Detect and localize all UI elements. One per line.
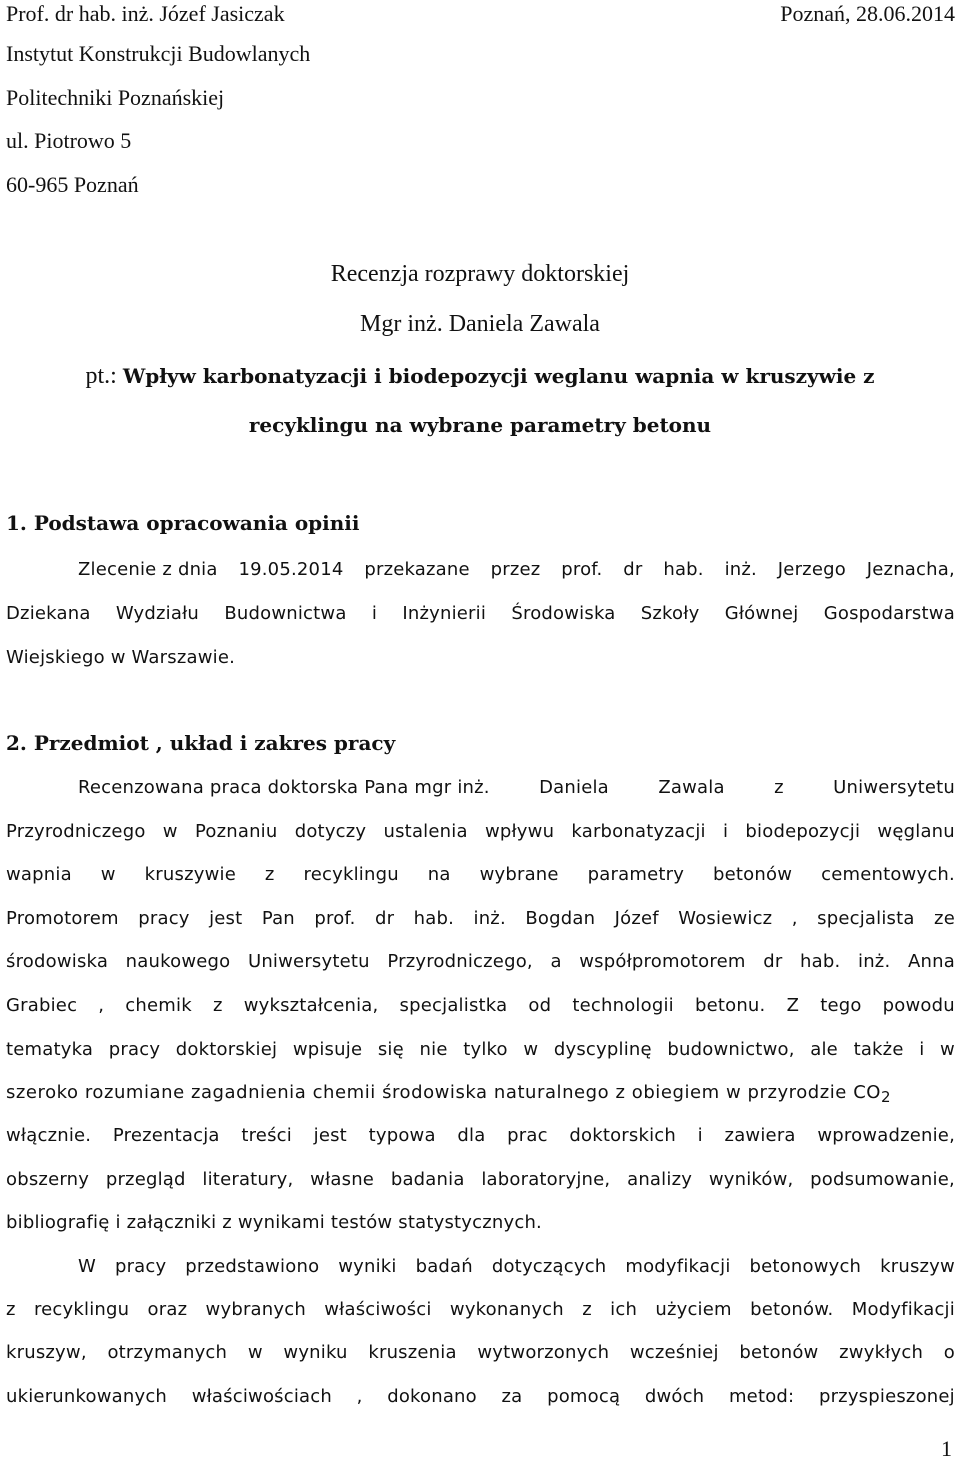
word: Józef (614, 908, 659, 929)
word: ustalenia (383, 821, 468, 842)
word: Głównej (724, 603, 799, 624)
word: kruszyw, (6, 1342, 87, 1363)
word: wybrane (479, 864, 559, 885)
word: treści (241, 1125, 292, 1146)
postal-address: 60-965 Poznań (6, 172, 139, 197)
word: technologii (572, 995, 674, 1016)
institute-name: Instytut Konstrukcji Budowlanych (6, 41, 311, 66)
word: z (582, 1299, 592, 1320)
word: Recenzowana praca doktorska Pana mgr inż. (78, 777, 490, 798)
word: dr (375, 908, 395, 929)
thesis-title-prefix: pt.: (85, 363, 123, 389)
word: pracy (108, 1039, 161, 1060)
word: Prezentacja (112, 1125, 220, 1146)
section-2-line-7 (6, 1036, 955, 1064)
word: specjalistka (399, 995, 508, 1016)
word: prac (507, 1125, 548, 1146)
word: zawiera (724, 1125, 796, 1146)
word: recyklingu (303, 864, 399, 885)
word: tematyka (6, 1039, 94, 1060)
word: i (371, 603, 378, 624)
word: powodu (882, 995, 955, 1016)
word: właściwości (324, 1299, 432, 1320)
word: właściwościach (191, 1386, 332, 1407)
word: i (697, 1125, 703, 1146)
section-2-line-10 (6, 1166, 955, 1194)
word: hab. (413, 908, 455, 929)
word: analizy (627, 1169, 693, 1190)
candidate-name: Mgr inż. Daniela Zawala (360, 311, 600, 337)
word: dwóch (644, 1386, 705, 1407)
word: ze (934, 908, 955, 929)
section-2-line-6 (6, 992, 955, 1020)
word: wapnia (6, 864, 72, 885)
word: betonowych (749, 1256, 862, 1277)
word: kruszenia (368, 1342, 457, 1363)
word: przyspieszonej (818, 1386, 955, 1407)
word: a (550, 951, 562, 972)
word: w (523, 1039, 539, 1060)
word: wyników, (708, 1169, 794, 1190)
word: dla (457, 1125, 486, 1146)
word: betonów (739, 1342, 819, 1363)
word: Daniela (539, 777, 609, 798)
word: wpisuje (292, 1039, 363, 1060)
page-number: 1 (941, 1436, 952, 1461)
word: Dziekana (6, 603, 91, 624)
word: środowiska (6, 951, 109, 972)
word: wykonanych (449, 1299, 564, 1320)
word: pracy (114, 1256, 167, 1277)
word: wybranych (205, 1299, 306, 1320)
thesis-title-line-2: recyklingu na wybrane parametry betonu (248, 413, 712, 437)
word: Wosiewicz (678, 908, 773, 929)
word: z (6, 1299, 16, 1320)
word: doktorskiej (175, 1039, 278, 1060)
word: pomocą (547, 1386, 621, 1407)
word: kruszyw (880, 1256, 955, 1277)
word: z (212, 995, 223, 1016)
word: Inżynierii (402, 603, 487, 624)
word: 19.05.2014 (238, 559, 344, 580)
word: naukowego (125, 951, 231, 972)
word: hab. (663, 559, 704, 580)
word: wyniku (283, 1342, 348, 1363)
word: chemik (125, 995, 192, 1016)
word: użyciem (655, 1299, 732, 1320)
word: z (774, 777, 784, 798)
word: betonu. (694, 995, 766, 1016)
word: Uniwersytetu (247, 951, 370, 972)
thesis-title-line-1 (0, 360, 960, 392)
word: ich (610, 1299, 638, 1320)
word: się (377, 1039, 404, 1060)
thesis-title-bold-1: Wpływ karbonatyzacji i biodepozycji weglanu wapnia w kruszywie z (122, 364, 875, 388)
word: Promotorem (6, 908, 119, 929)
section-2-line-1 (78, 774, 955, 802)
word: , (791, 908, 798, 929)
word: jest (313, 1125, 347, 1146)
word: za (501, 1386, 523, 1407)
word: Pan (261, 908, 295, 929)
review-title: Recenzja rozprawy doktorskiej (330, 261, 630, 287)
word: dotyczących (491, 1256, 607, 1277)
word: budownictwo, (667, 1039, 795, 1060)
word: Z (786, 995, 800, 1016)
word: betonów (713, 864, 793, 885)
word: prof. (561, 559, 603, 580)
word: , (98, 995, 105, 1016)
word: z (264, 864, 275, 885)
word: przegląd (105, 1169, 186, 1190)
word: podsumowanie, (810, 1169, 955, 1190)
word: oraz (147, 1299, 188, 1320)
word: Przyrodniczego, (387, 951, 533, 972)
word: wykształcenia, (243, 995, 379, 1016)
word: także (853, 1039, 904, 1060)
word: Anna (907, 951, 955, 972)
word: wyniki (338, 1256, 397, 1277)
section-1-line-2 (6, 600, 955, 628)
word: na (427, 864, 451, 885)
word: Wydziału (115, 603, 200, 624)
paragraph-2-line-2 (6, 1296, 955, 1324)
header-first-line (6, 0, 955, 28)
word: tylko (463, 1039, 508, 1060)
word: wcześniej (629, 1342, 719, 1363)
word: jest (209, 908, 243, 929)
word: w (100, 864, 116, 885)
section-2-line-3 (6, 861, 955, 889)
word: przez (490, 559, 541, 580)
word: badania (390, 1169, 465, 1190)
word: biodepozycji (745, 821, 861, 842)
word: modyfikacji (625, 1256, 731, 1277)
word: metod: (728, 1386, 795, 1407)
section-2-heading: 2. Przedmiot , układ i zakres pracy (6, 731, 396, 755)
word: i (919, 1039, 925, 1060)
word: obszerny (6, 1169, 90, 1190)
reviewer-name: Prof. dr hab. inż. Józef Jasiczak (6, 1, 285, 26)
word: przedstawiono (185, 1256, 320, 1277)
word: włącznie. (6, 1125, 92, 1146)
word: zwykłych (839, 1342, 924, 1363)
word: i (722, 821, 729, 842)
word: kruszywie (144, 864, 236, 885)
section-2-line-2 (6, 818, 955, 846)
section-2-line-9 (6, 1122, 955, 1150)
paragraph-2-line-1 (78, 1253, 955, 1281)
word: parametry (587, 864, 685, 885)
word: literatury, (202, 1169, 294, 1190)
section-2-line-5 (6, 948, 955, 976)
word: Bogdan (525, 908, 596, 929)
word: , (356, 1386, 363, 1407)
word: typowa (368, 1125, 436, 1146)
section-2-line-11: bibliografię i załączniki z wynikami testów statystycznych. (6, 1212, 542, 1233)
section-1-heading: 1. Podstawa opracowania opinii (6, 511, 360, 535)
word: W (78, 1256, 96, 1277)
word: w (162, 821, 178, 842)
word: ukierunkowanych (6, 1386, 168, 1407)
word: wytworzonych (477, 1342, 610, 1363)
word: Grabiec (6, 995, 78, 1016)
word: Jerzego (777, 559, 846, 580)
section-1-line-3: Wiejskiego w Warszawie. (6, 647, 236, 668)
word: ale (810, 1039, 838, 1060)
word: Poznaniu (194, 821, 278, 842)
word: przekazane (364, 559, 470, 580)
word: dyscyplinę (553, 1039, 652, 1060)
word: inż. (473, 908, 506, 929)
word: od (528, 995, 552, 1016)
word: laboratoryjne, (481, 1169, 611, 1190)
word: Zawala (658, 777, 725, 798)
place-and-date: Poznań, 28.06.2014 (780, 1, 955, 26)
word: wpływu (484, 821, 555, 842)
word: Budownictwa (224, 603, 347, 624)
word: hab. (800, 951, 841, 972)
section-2-line-4 (6, 905, 955, 933)
word: Modyfikacji (851, 1299, 955, 1320)
word: dr (623, 559, 643, 580)
word: nie (419, 1039, 448, 1060)
word: Gospodarstwa (823, 603, 955, 624)
word: Środowiska (511, 603, 616, 624)
word: współpromotorem (579, 951, 746, 972)
word: cementowych. (821, 864, 955, 885)
word: otrzymanych (107, 1342, 228, 1363)
word: wprowadzenie, (817, 1125, 955, 1146)
word: prof. (314, 908, 356, 929)
section-2-line-8-text: szeroko rozumiane zagadnienia chemii środowiska naturalnego z obiegiem w przyrodzie CO (6, 1082, 882, 1103)
word: o (943, 1342, 955, 1363)
word: inż. (724, 559, 757, 580)
word: recyklingu (33, 1299, 130, 1320)
word: Przyrodniczego (6, 821, 146, 842)
word: tego (820, 995, 862, 1016)
word: specjalista (817, 908, 915, 929)
word: badań (415, 1256, 473, 1277)
word: dotyczy (294, 821, 367, 842)
word: Uniwersytetu (833, 777, 955, 798)
paragraph-2-line-3 (6, 1339, 955, 1367)
co2-subscript: 2 (881, 1088, 892, 1106)
section-2-line-8 (6, 1079, 891, 1107)
word: Jeznacha, (866, 559, 955, 580)
university-name: Politechniki Poznańskiej (6, 85, 225, 110)
word: Szkoły (640, 603, 700, 624)
section-1-line-1 (78, 556, 955, 584)
paragraph-2-line-4 (6, 1383, 955, 1411)
word: węglanu (877, 821, 955, 842)
word: własne (310, 1169, 375, 1190)
word: doktorskich (569, 1125, 676, 1146)
word: dr (763, 951, 783, 972)
word: inż. (858, 951, 891, 972)
street-address: ul. Piotrowo 5 (6, 128, 132, 153)
word: Zlecenie z dnia (78, 559, 218, 580)
word: w (940, 1039, 955, 1060)
word: dokonano (387, 1386, 477, 1407)
word: w (247, 1342, 263, 1363)
word: betonów. (750, 1299, 834, 1320)
word: karbonatyzacji (571, 821, 706, 842)
word: pracy (138, 908, 190, 929)
